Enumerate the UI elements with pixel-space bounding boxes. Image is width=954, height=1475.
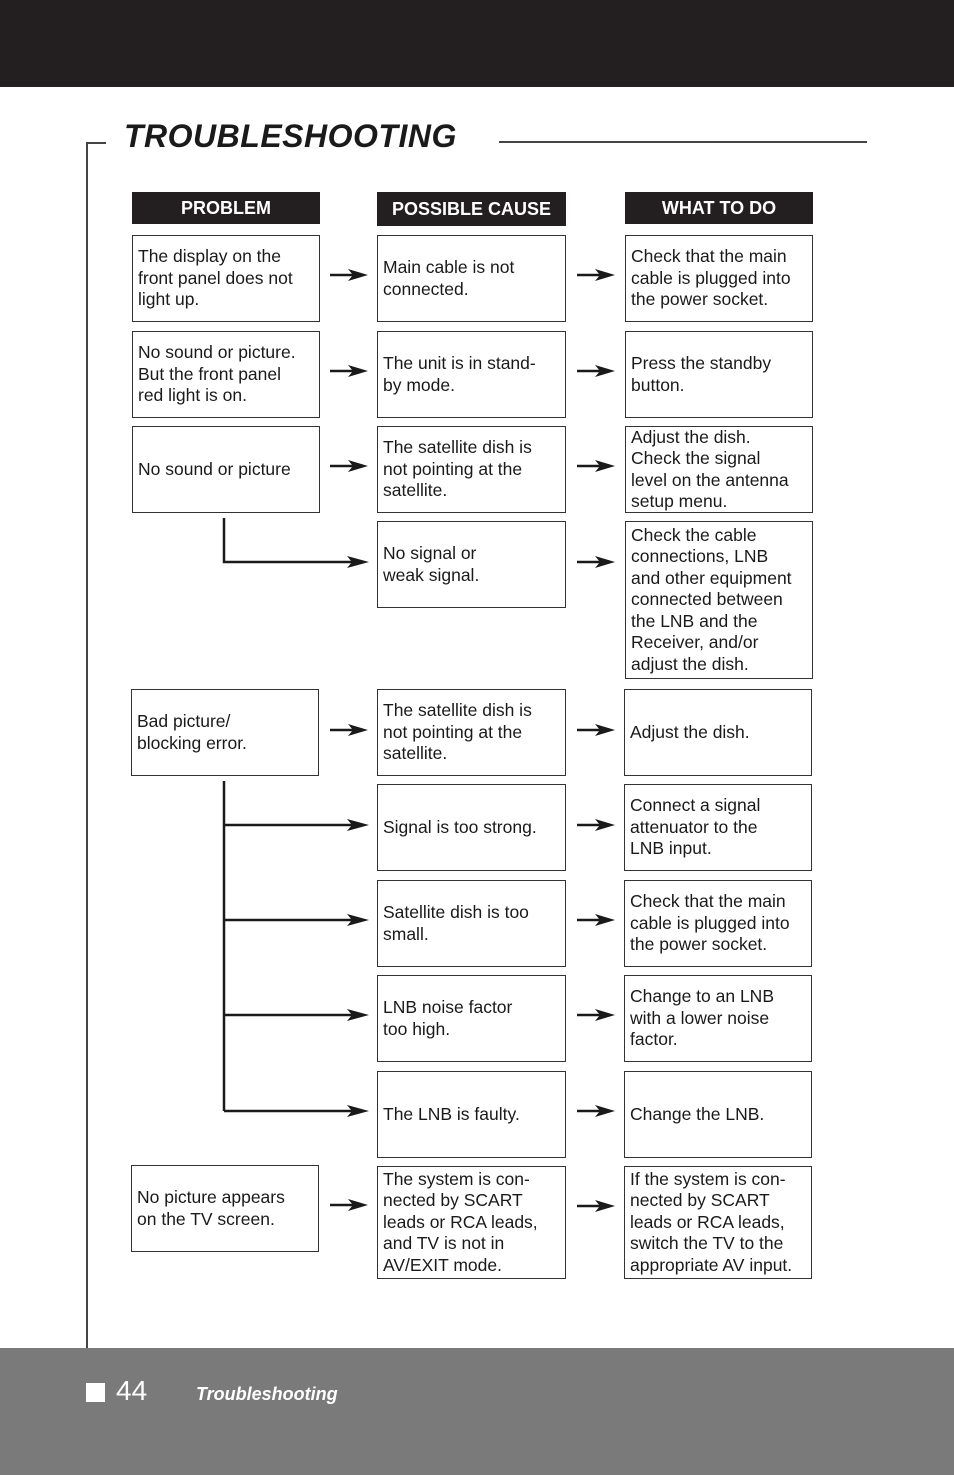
action-text: Connect a signal attenuator to the LNB input. [630, 795, 761, 859]
action-box [624, 975, 812, 1062]
frame-top-rule-short [86, 142, 106, 144]
cause-text: The satellite dish is not pointing at the satellite. [383, 700, 532, 764]
arrow-head [347, 914, 369, 926]
action-box [625, 521, 813, 679]
footer-square-icon [86, 1383, 105, 1402]
cause-text: The satellite dish is not pointing at the satellite. [383, 437, 532, 501]
arrow-head [348, 724, 368, 736]
header-problem: PROBLEM [132, 192, 320, 224]
action-text: Press the standby button. [631, 353, 772, 395]
arrow-head [595, 1200, 615, 1212]
action-box [625, 426, 813, 513]
action-text: If the system is con- nected by SCART leads or RCA leads, switch the TV to the appropriate AV input. [630, 1168, 793, 1275]
action-text: Change to an LNB with a lower noise factor. [630, 986, 774, 1050]
action-text: Adjust the dish. [630, 721, 750, 742]
arrow-head [595, 460, 615, 472]
cause-text: Signal is too strong. [383, 816, 537, 837]
arrow-head [595, 556, 615, 568]
problem-box [132, 331, 320, 418]
cause-box [377, 235, 566, 322]
arrow-head [595, 819, 615, 831]
cause-text: The system is con- nected by SCART leads or RCA leads, and TV is not in AV/EXIT mode. [383, 1168, 538, 1275]
cause-box [377, 975, 566, 1062]
problem-text: No picture appears on the TV screen. [137, 1187, 285, 1229]
arrow-head [595, 1009, 615, 1021]
frame-top-rule-long [499, 141, 867, 143]
frame-left-rule [86, 142, 88, 1350]
problem-box [131, 689, 319, 776]
problem-box [132, 426, 320, 513]
arrow-head [347, 1009, 369, 1021]
action-box [624, 880, 812, 967]
problem-text: No sound or picture [138, 458, 291, 479]
action-text: Check that the main cable is plugged into the power socket. [630, 891, 790, 955]
footer-section-label: Troubleshooting [196, 1384, 338, 1404]
cause-box [377, 331, 566, 418]
footer-bar [0, 1348, 954, 1475]
action-box [625, 235, 813, 322]
problem-text: Bad picture/ blocking error. [137, 711, 247, 753]
arrow-head [347, 1105, 369, 1117]
arrow-head [347, 819, 369, 831]
arrow-head [595, 914, 615, 926]
action-text: Check the cable connections, LNB and other equipment connected between the LNB and the Receiver, and/or adjust the dish. [631, 524, 792, 674]
problem-text: No sound or picture. But the front panel red light is on. [138, 342, 296, 406]
branch-connector [224, 518, 352, 562]
cause-box [377, 689, 566, 776]
cause-text: Main cable is not connected. [383, 257, 515, 299]
arrow-head [595, 269, 615, 281]
header-what-to-do: WHAT TO DO [625, 192, 813, 224]
cause-box [377, 1071, 566, 1158]
cause-box [377, 426, 566, 513]
cause-box [377, 521, 566, 608]
problem-box [131, 1165, 319, 1252]
top-bar [0, 0, 954, 87]
action-box [624, 784, 812, 871]
arrow-head [348, 365, 368, 377]
action-box [624, 1071, 812, 1158]
arrow-head [595, 1105, 615, 1117]
arrow-head [348, 269, 368, 281]
cause-box [377, 880, 566, 967]
cause-text: LNB noise factor too high. [383, 997, 513, 1039]
arrow-head [595, 724, 615, 736]
cause-text: The unit is in stand- by mode. [383, 353, 536, 395]
action-box [624, 689, 812, 776]
cause-text: No signal or weak signal. [383, 543, 480, 585]
cause-box [377, 784, 566, 871]
header-possible-cause: POSSIBLE CAUSE [377, 192, 566, 226]
action-box [625, 331, 813, 418]
action-box [624, 1166, 812, 1279]
arrow-head [595, 365, 615, 377]
arrow-head [348, 1199, 368, 1211]
arrow-head [348, 460, 368, 472]
problem-box [132, 235, 320, 322]
cause-text: The LNB is faulty. [383, 1103, 520, 1124]
cause-text: Satellite dish is too small. [383, 902, 529, 944]
arrow-head [347, 556, 369, 568]
action-text: Change the LNB. [630, 1103, 765, 1124]
action-text: Check that the main cable is plugged into the power socket. [631, 246, 791, 310]
page-number: 44 [116, 1375, 148, 1406]
action-text: Adjust the dish. Check the signal level on the antenna setup menu. [631, 426, 789, 511]
page-title: TROUBLESHOOTING [124, 118, 457, 154]
cause-box [377, 1166, 566, 1279]
problem-text: The display on the front panel does not light up. [138, 246, 293, 310]
